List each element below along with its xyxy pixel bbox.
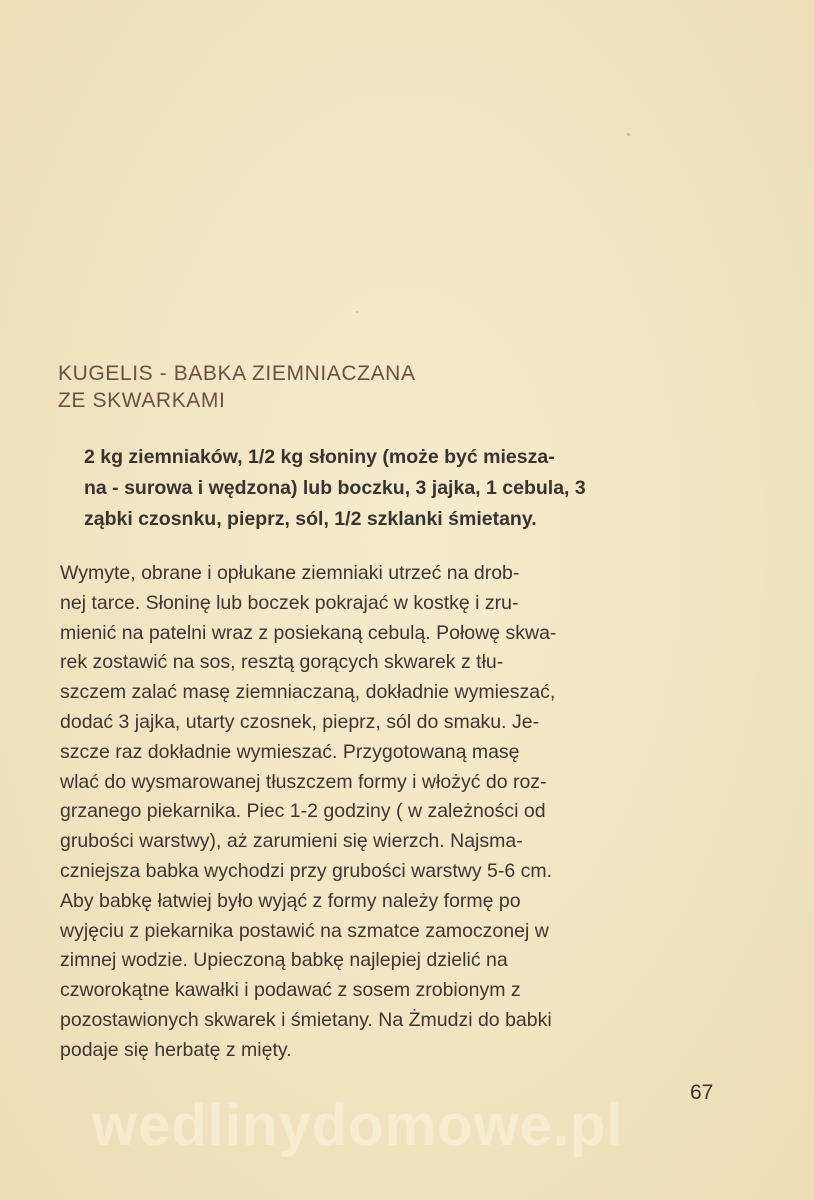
ingredients-line: na - surowa i wędzona) lub boczku, 3 jajka, 1 cebula, 3	[84, 477, 586, 499]
instructions-line: dodać 3 jajka, utarty czosnek, pieprz, sól do smaku. Je-	[60, 710, 540, 733]
instructions-line: rek zostawić na sos, resztą gorących skwarek z tłu-	[60, 651, 504, 674]
ingredients-paragraph	[84, 442, 724, 535]
recipe-title-line: ZE SKWARKAMI	[58, 389, 226, 412]
instructions-line: czniejsza babka wychodzi przy grubości warstwy 5-6 cm.	[60, 859, 553, 882]
ingredients-line: 2 kg ziemniaków, 1/2 kg słoniny (może być miesza-	[84, 446, 555, 468]
instructions-line: grzanego piekarnika. Piec 1-2 godziny ( w zależności od	[60, 800, 546, 823]
instructions-line: zimnej wodzie. Upieczoną babkę najlepiej dzielić na	[60, 949, 508, 972]
ingredients-line: ząbki czosnku, pieprz, sól, 1/2 szklanki śmietany.	[84, 508, 537, 530]
instructions-line: mienić na patelni wraz z posiekaną cebulą. Połowę skwa-	[60, 621, 557, 644]
instructions-line: czworokątne kawałki i podawać z sosem zrobionym z	[60, 979, 521, 1002]
recipe-title-line: KUGELIS - BABKA ZIEMNIACZANA	[58, 362, 416, 385]
paper-speck	[356, 311, 358, 313]
instructions-line: Wymyte, obrane i opłukane ziemniaki utrzeć na drob-	[60, 562, 520, 584]
instructions-line: podaje się herbatę z mięty.	[60, 1038, 292, 1061]
instructions-paragraph	[60, 559, 726, 1066]
instructions-line: szcze raz dokładnie wymieszać. Przygotowaną masę	[60, 740, 520, 763]
recipe-title	[58, 360, 738, 414]
instructions-line: wlać do wysmarowanej tłuszczem formy i włożyć do roz-	[60, 770, 547, 793]
instructions-line: nej tarce. Słoninę lub boczek pokrajać w kostkę i zru-	[60, 591, 519, 614]
instructions-line: wyjęciu z piekarnika postawić na szmatce zamoczonej w	[60, 919, 549, 942]
instructions-line: szczem zalać masę ziemniaczaną, dokładnie wymieszać,	[60, 681, 556, 704]
watermark: wedlinydomowe.pl	[92, 1093, 624, 1158]
page-number: 67	[690, 1081, 714, 1104]
instructions-line: grubości warstwy), aż zarumieni się wierzch. Najsma-	[60, 830, 523, 853]
paper-speck	[627, 133, 630, 136]
instructions-line: pozostawionych skwarek i śmietany. Na Żmudzi do babki	[60, 1008, 552, 1031]
instructions-line: Aby babkę łatwiej było wyjąć z formy należy formę po	[60, 889, 521, 912]
